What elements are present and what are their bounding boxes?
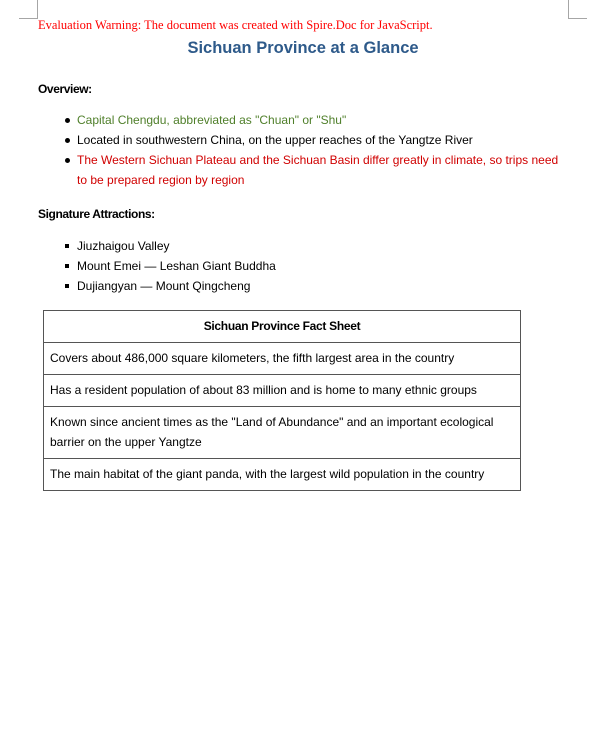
overview-item-text: Located in southwestern China, on the upper reaches of the Yangtze River xyxy=(77,133,473,147)
overview-item xyxy=(63,130,568,150)
table-header-row xyxy=(44,311,521,343)
table-cell: Known since ancient times as the "Land of Abundance" and an important ecological barrier on the upper Yangtze xyxy=(44,407,521,459)
overview-list xyxy=(63,110,568,190)
table-header: Sichuan Province Fact Sheet xyxy=(44,311,521,343)
page-title: Sichuan Province at a Glance xyxy=(187,39,419,57)
evaluation-warning: Evaluation Warning: The document was created with Spire.Doc for JavaScript. xyxy=(38,18,433,32)
overview-item xyxy=(63,150,568,190)
table-row xyxy=(44,407,521,459)
table-cell: Has a resident population of about 83 million and is home to many ethnic groups xyxy=(44,375,521,407)
attraction-item xyxy=(63,256,276,276)
page-corner-mark-top-right xyxy=(568,0,587,19)
page-corner-mark-top-left xyxy=(19,0,38,19)
attraction-item xyxy=(63,236,276,256)
attractions-list xyxy=(63,236,276,296)
attraction-item-text: Mount Emei — Leshan Giant Buddha xyxy=(77,259,276,273)
attractions-heading: Signature Attractions: xyxy=(38,207,155,221)
table-row xyxy=(44,459,521,491)
attraction-item xyxy=(63,276,276,296)
fact-sheet-table xyxy=(43,310,521,491)
overview-heading: Overview: xyxy=(38,82,92,96)
overview-item-text: The Western Sichuan Plateau and the Sichuan Basin differ greatly in climate, so trips need to be prepared region by region xyxy=(77,153,559,187)
attraction-item-text: Dujiangyan — Mount Qingcheng xyxy=(77,279,251,293)
table-cell: The main habitat of the giant panda, with the largest wild population in the country xyxy=(44,459,521,491)
attraction-item-text: Jiuzhaigou Valley xyxy=(77,239,170,253)
table-cell: Covers about 486,000 square kilometers, the fifth largest area in the country xyxy=(44,343,521,375)
overview-item xyxy=(63,110,568,130)
table-row xyxy=(44,375,521,407)
table-row xyxy=(44,343,521,375)
overview-item-text: Capital Chengdu, abbreviated as "Chuan" or "Shu" xyxy=(77,113,347,127)
